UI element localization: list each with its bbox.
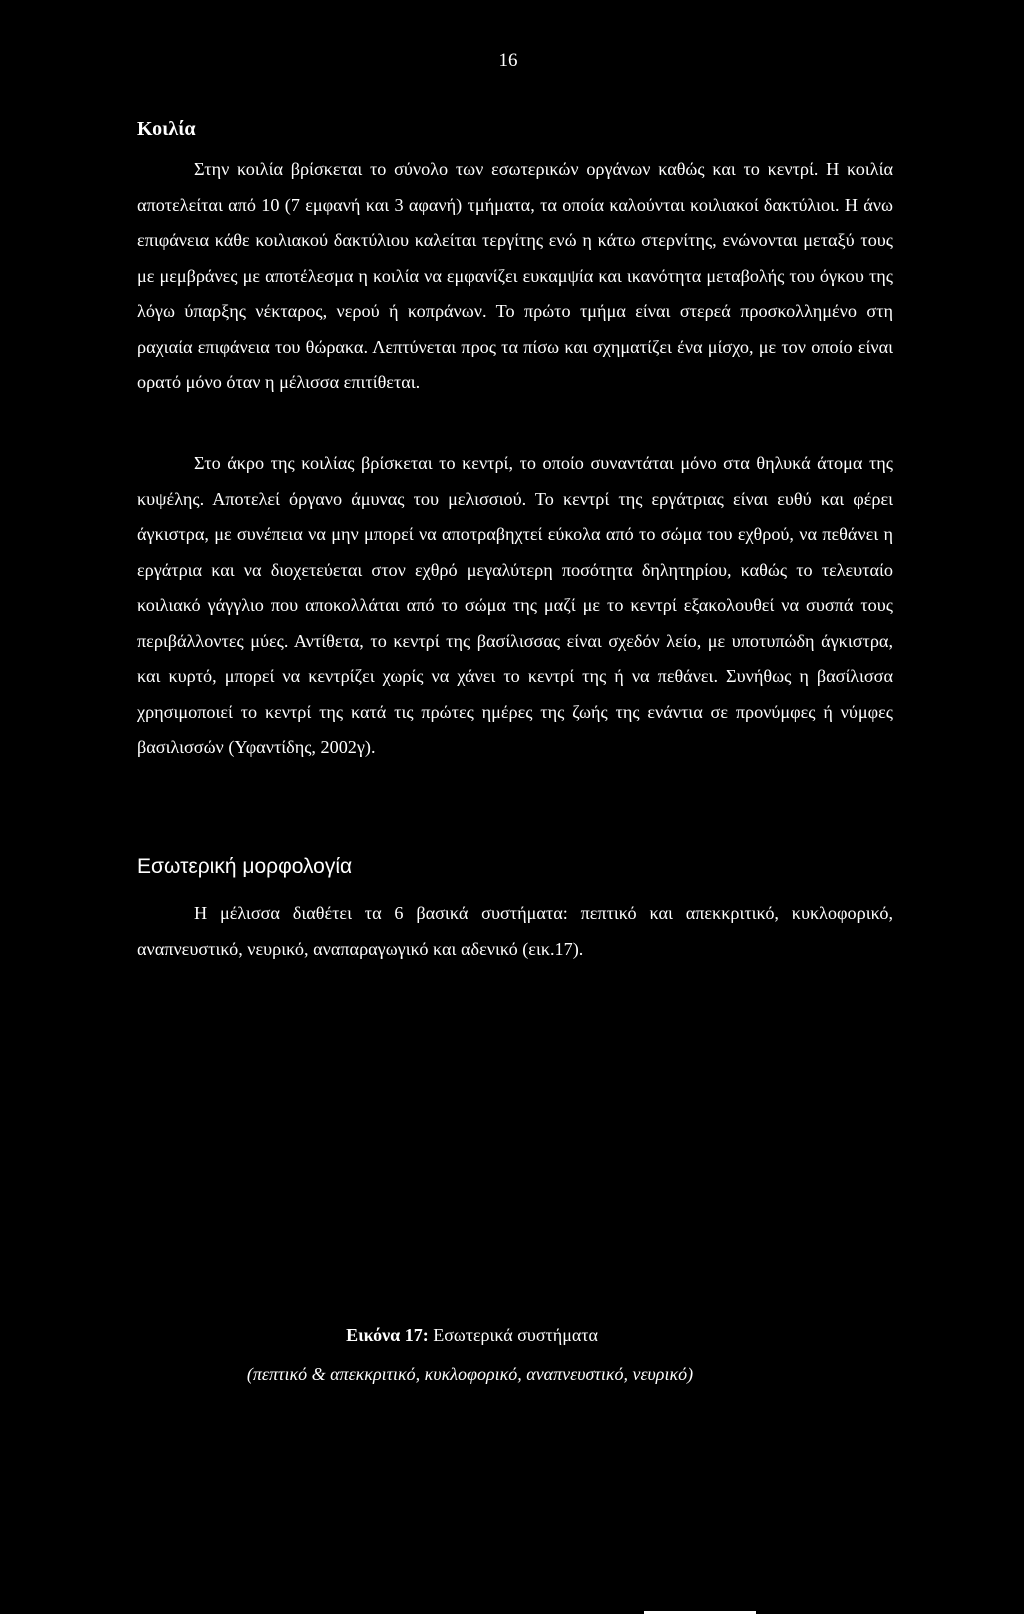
subsection-heading: Εσωτερική μορφολογία <box>137 855 353 878</box>
figure-title: Εσωτερικά συστήματα <box>433 1325 598 1345</box>
body-paragraph: Στο άκρο της κοιλίας βρίσκεται το κεντρί, το οποίο συναντάται μόνο στα θηλυκά άτομα της κυψέλης. Αποτελεί όργανο άμυνας του μελισσιού. Το κεντρί της εργάτριας είναι ευθύ και φέρει άγκιστρα, με συνέπεια να μην μπορεί να αποτραβηχτεί εύκολα από το σώμα του εχθρού, να πεθάνει η εργάτρια και να διοχετεύεται στον εχθρό μεγαλύτερη ποσότητα δηλητηρίου, καθώς το τελευταίο κοιλιακό γάγγλιο που αποκολλάται από το σώμα της μαζί με το κεντρί εξακολουθεί να συσπά τους περιβάλλοντες μύες. Αντίθετα, το κεντρί της βασίλισσας είναι σχεδόν λείο, με υποτυπώδη άγκιστρα, και κυρτό, μπορεί να κεντρίζει χωρίς να χάνει το κεντρί της ή να πεθάνει. Συνήθως η βασίλισσα χρησιμοποιεί το κεντρί της κατά τις πρώτες ημέρες της ζωής της ενάντια σε προνύμφες ή νύμφες βασιλισσών (Υφαντίδης, 2002γ). <box>137 453 893 757</box>
body-paragraph: Στην κοιλία βρίσκεται το σύνολο των εσωτερικών οργάνων καθώς και το κεντρί. Η κοιλία αποτελείται από 10 (7 εμφανή και 3 αφανή) τμήματα, τα οποία καλούνται κοιλιακοί δακτύλιοι. Η άνω επιφάνεια κάθε κοιλιακού δακτύλιου καλείται τεργίτης ενώ η κάτω στερνίτης, ενώνονται μεταξύ τους με μεμβράνες με αποτέλεσμα η κοιλία να εμφανίζει ευκαμψία και ικανότητα μεταβολής του όγκου της λόγω ύπαρξης νέκταρος, νερού ή κοπράνων. Το πρώτο τμήμα είναι στερεά προσκολλημένο στη ραχιαία επιφάνεια του θώρακα. Λεπτύνεται προς τα πίσω και σχηματίζει ένα μίσχο, με τον οποίο είναι ορατό μόνο όταν η μέλισσα επιτίθεται. <box>137 159 893 392</box>
page-number: 16 <box>498 50 518 71</box>
body-paragraph: Η μέλισσα διαθέτει τα 6 βασικά συστήματα: πεπτικό και απεκκριτικό, κυκλοφορικό, αναπνευστικό, νευρικό, αναπαραγωγικό και αδενικό (εικ.17). <box>137 903 893 959</box>
figure-label: Εικόνα 17: <box>346 1325 429 1345</box>
figure-caption <box>0 1325 984 1346</box>
figure-caption-detail: (πεπτικό & απεκκριτικό, κυκλοφορικό, αναπνευστικό, νευρικό) <box>246 1364 694 1384</box>
section-heading: Κοιλία <box>137 118 196 140</box>
